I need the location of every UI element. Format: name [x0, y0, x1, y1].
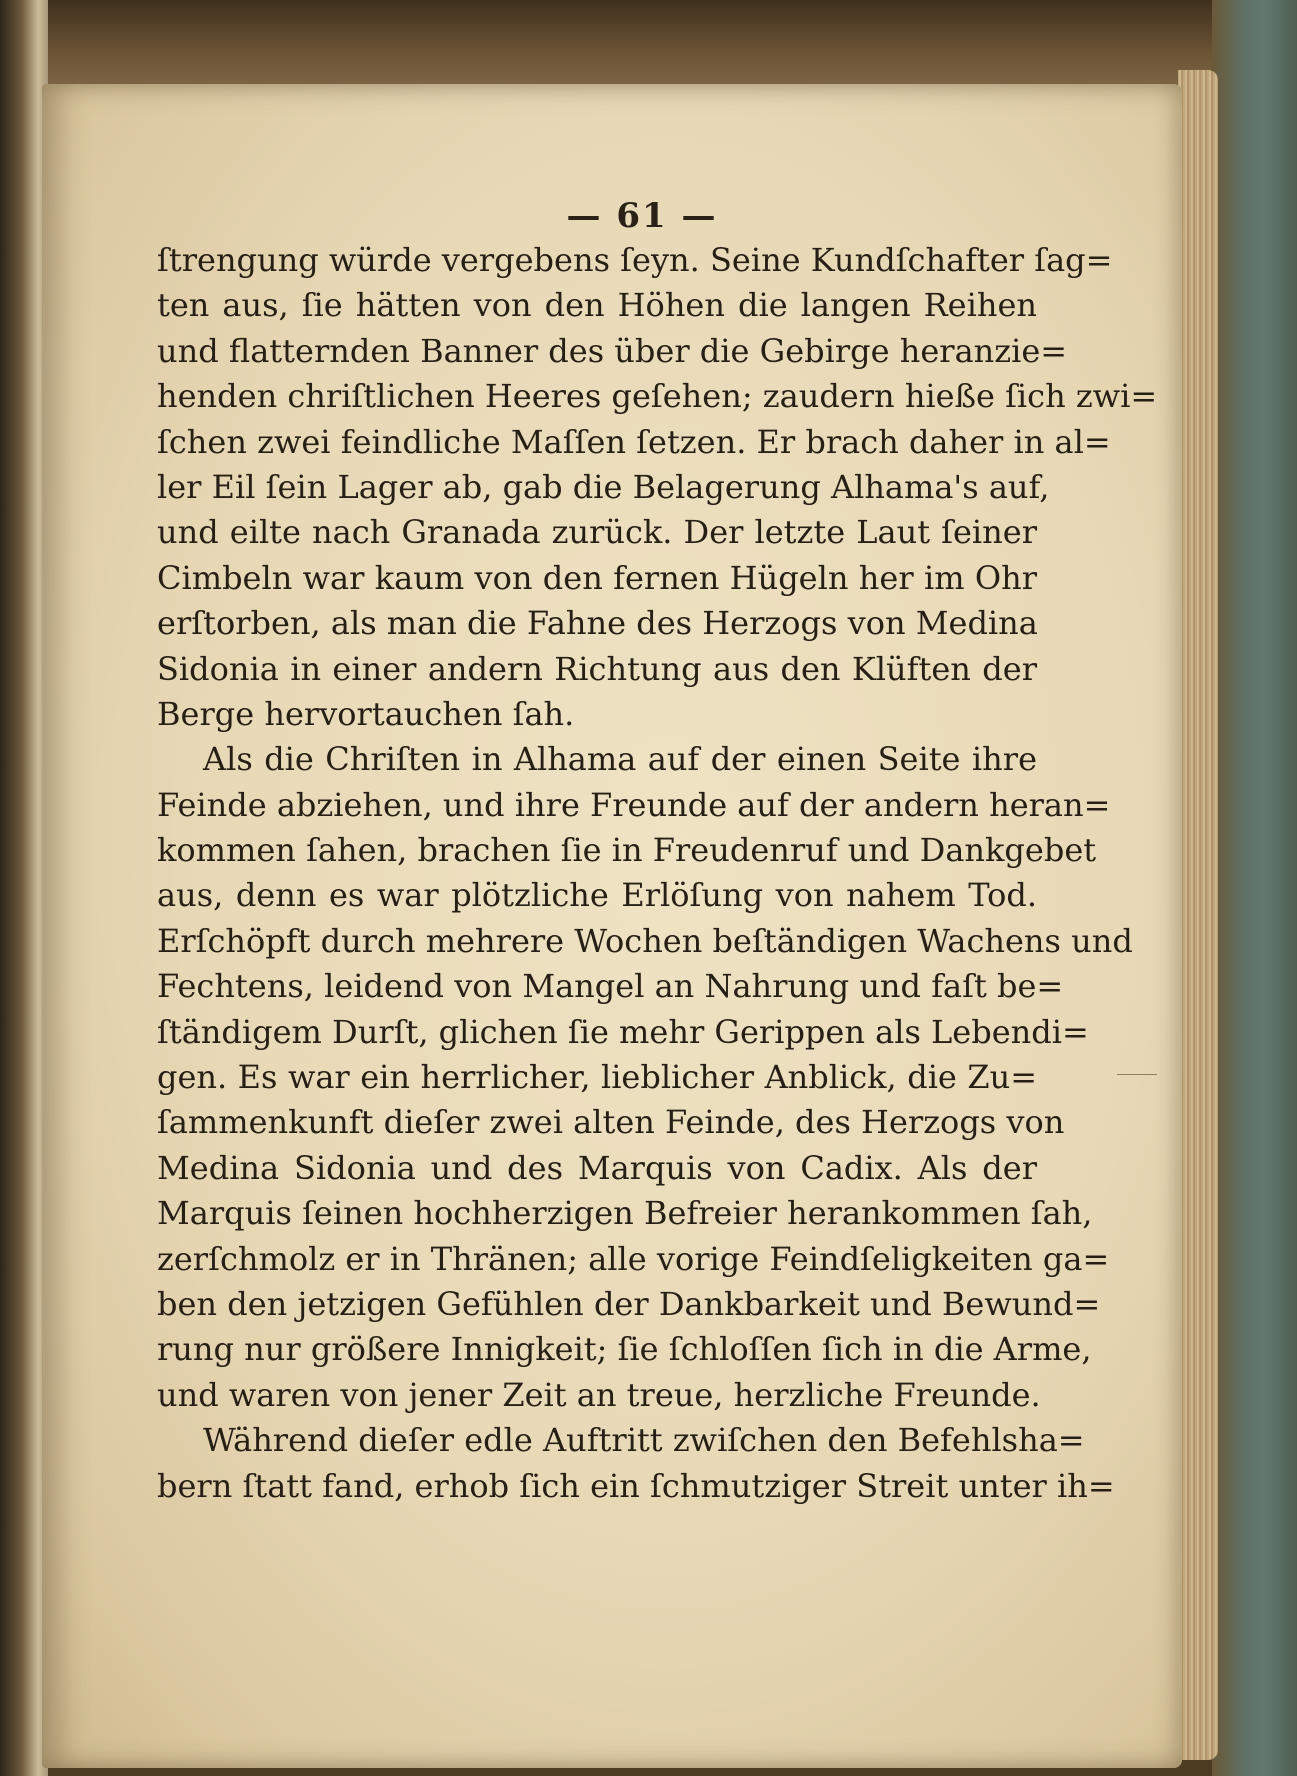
text-line: gen. Es war ein herrlicher, lieblicher Anblick, die Zu=: [157, 1058, 1037, 1097]
text-line: Medina Sidonia und des Marquis von Cadix. Als der: [157, 1148, 1037, 1187]
text-line: Marquis ſeinen hochherzigen Befreier herankommen ſah,: [157, 1194, 1093, 1233]
text-line: henden chriſtlichen Heeres geſehen; zaudern hieße ſich zwi=: [157, 377, 1158, 416]
body-text: [157, 238, 1158, 1509]
page-paper: [42, 84, 1182, 1768]
margin-pencil-mark: [1117, 1074, 1157, 1075]
paragraph-start-line: Während dieſer edle Auftritt zwiſchen den Befehlsha=: [203, 1421, 1085, 1460]
page-block-fore-edge: [1178, 70, 1218, 1760]
text-line: ſchen zwei feindliche Maſſen ſetzen. Er brach daher in al=: [157, 422, 1111, 461]
book-top-edge: [0, 0, 1297, 85]
text-line: Feinde abziehen, und ihre Freunde auf der andern heran=: [157, 785, 1111, 824]
text-line: aus, denn es war plötzliche Erlöſung von nahem Tod.: [157, 876, 1037, 915]
text-line: erſtorben, als man die Fahne des Herzogs von Medina: [157, 604, 1038, 643]
text-line: und eilte nach Granada zurück. Der letzte Laut ſeiner: [157, 513, 1037, 552]
text-line: ler Eil ſein Lager ab, gab die Belagerung Alhama's auf,: [157, 467, 1050, 506]
text-line: zerſchmolz er in Thränen; alle vorige Feindſeligkeiten ga=: [157, 1239, 1110, 1278]
text-line: ſammenkunft dieſer zwei alten Feinde, des Herzogs von: [157, 1103, 1065, 1142]
page-number: — 61 —: [566, 196, 718, 236]
text-line: ten aus, ſie hätten von den Höhen die langen Reihen: [157, 286, 1037, 325]
paragraph-end-line: Berge hervortauchen ſah.: [157, 694, 575, 733]
text-line: ſtrengung würde vergebens ſeyn. Seine Kundſchafter ſag=: [157, 241, 1113, 279]
text-line: ben den jetzigen Gefühlen der Dankbarkeit und Bewund=: [157, 1284, 1101, 1323]
text-line: und flatternden Banner des über die Gebirge heranzie=: [157, 331, 1068, 370]
paragraph-end-line: und waren von jener Zeit an treue, herzliche Freunde.: [157, 1375, 1041, 1414]
paragraph-start-line: Als die Chriſten in Alhama auf der einen Seite ihre: [203, 740, 1037, 779]
text-line: Sidonia in einer andern Richtung aus den Klüften der: [157, 649, 1037, 688]
text-line: bern ſtatt fand, erhob ſich ein ſchmutziger Streit unter ih=: [157, 1466, 1115, 1505]
text-line: Cimbeln war kaum von den fernen Hügeln her im Ohr: [157, 558, 1037, 597]
text-line: rung nur größere Innigkeit; ſie ſchloſſen ſich in die Arme,: [157, 1330, 1092, 1369]
text-line: Erſchöpft durch mehrere Wochen beſtändigen Wachens und: [157, 921, 1133, 960]
book-cover-edge: [1212, 0, 1297, 1776]
binding-gutter: [0, 0, 48, 1776]
text-line: Fechtens, leidend von Mangel an Nahrung und faſt be=: [157, 967, 1064, 1006]
text-line: kommen ſahen, brachen ſie in Freudenruf und Dankgebet: [157, 831, 1097, 870]
text-line: ſtändigem Durſt, glichen ſie mehr Gerippen als Lebendi=: [157, 1012, 1089, 1051]
